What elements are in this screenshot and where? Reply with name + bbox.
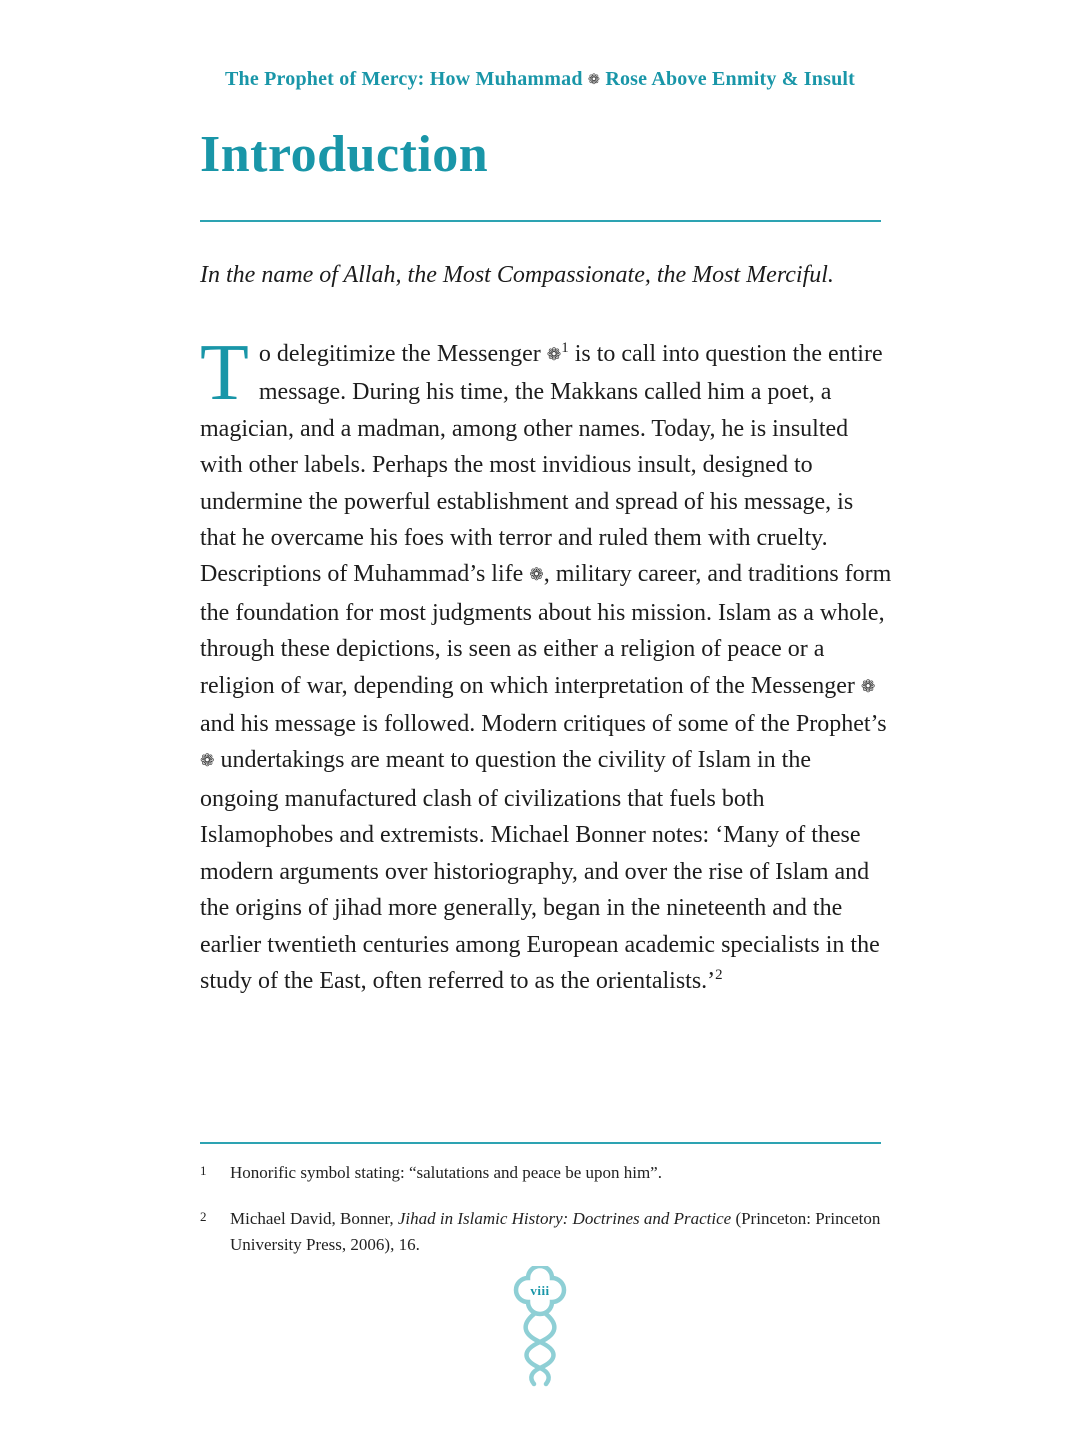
honorific-symbol-icon: ❁ [587, 72, 601, 88]
text-run: undertakings are meant to question the civility of Islam in the ongoing manufactured clash of civilizations that fuels both Islamophobes and extremists. Michael Bonner notes: ‘Many of these modern arguments over historiography, and over the rise of Islam and the origins of jihad more generally, began in the nineteenth and the earlier twentieth centuries among European academic specialists in the study of the East, often referred to as the orientalists.’ [200, 747, 880, 994]
page-ornament [504, 1266, 576, 1395]
text-run: is to call into question the entire message. During his time, the Makkans called him a poet, a magician, and a madman, among other names. Today, he is insulted with other labels. Perhaps the most invidious insult, designed to undermine the powerful establishment and spread of his message, is that he overcame his foes with terror and ruled them with cruelty. Descriptions of Muhammad’s life [200, 341, 883, 588]
footnote-reference: 1 [561, 340, 569, 356]
page-title: Introduction [200, 126, 489, 183]
paragraph-text [200, 341, 891, 994]
text-run: and his message is followed. Modern critiques of some of the Prophet’s [200, 711, 887, 738]
ornament-graphic [504, 1266, 576, 1390]
footnote-text [230, 1160, 900, 1186]
text-run: (Princeton: Princeton University Press, 2006), 16. [230, 1209, 881, 1254]
dropcap-letter: T [200, 329, 249, 417]
page-number: viii [530, 1283, 550, 1298]
footnote-divider [200, 1142, 881, 1144]
footnote-number: 1 [200, 1163, 207, 1178]
honorific-symbol-icon: ❁ [546, 345, 562, 365]
title-divider [200, 220, 881, 222]
footnote-text [230, 1206, 900, 1258]
body-paragraph [200, 329, 894, 999]
text-run: o delegitimize the Messenger [258, 341, 547, 367]
footnotes [200, 1160, 900, 1278]
text-run: , military career, and traditions form the foundation for most judgments about his mission. Islam as a whole, through these depictions, is seen as either a religion of peace or a religion of war, depending on which interpretation of the Messenger [200, 561, 892, 699]
honorific-symbol-icon: ❁ [200, 751, 215, 772]
footnote-item [200, 1206, 900, 1258]
running-header [0, 68, 1080, 91]
text-run: Rose Above Enmity & Insult [600, 68, 856, 90]
honorific-symbol-icon: ❁ [860, 676, 876, 697]
footnote-number: 2 [200, 1209, 207, 1224]
footnote-reference: 2 [715, 966, 723, 983]
footnote-item [200, 1160, 900, 1186]
blessing-line: In the name of Allah, the Most Compassionate, the Most Merciful. [200, 262, 834, 288]
text-run: Honorific symbol stating: “salutations and peace be upon him”. [230, 1163, 662, 1182]
honorific-symbol-icon: ❁ [529, 565, 544, 586]
text-run: The Prophet of Mercy: How Muhammad [224, 68, 588, 90]
text-run: Michael David, Bonner, [230, 1209, 398, 1228]
text-run: Jihad in Islamic History: Doctrines and Practice [397, 1209, 732, 1228]
